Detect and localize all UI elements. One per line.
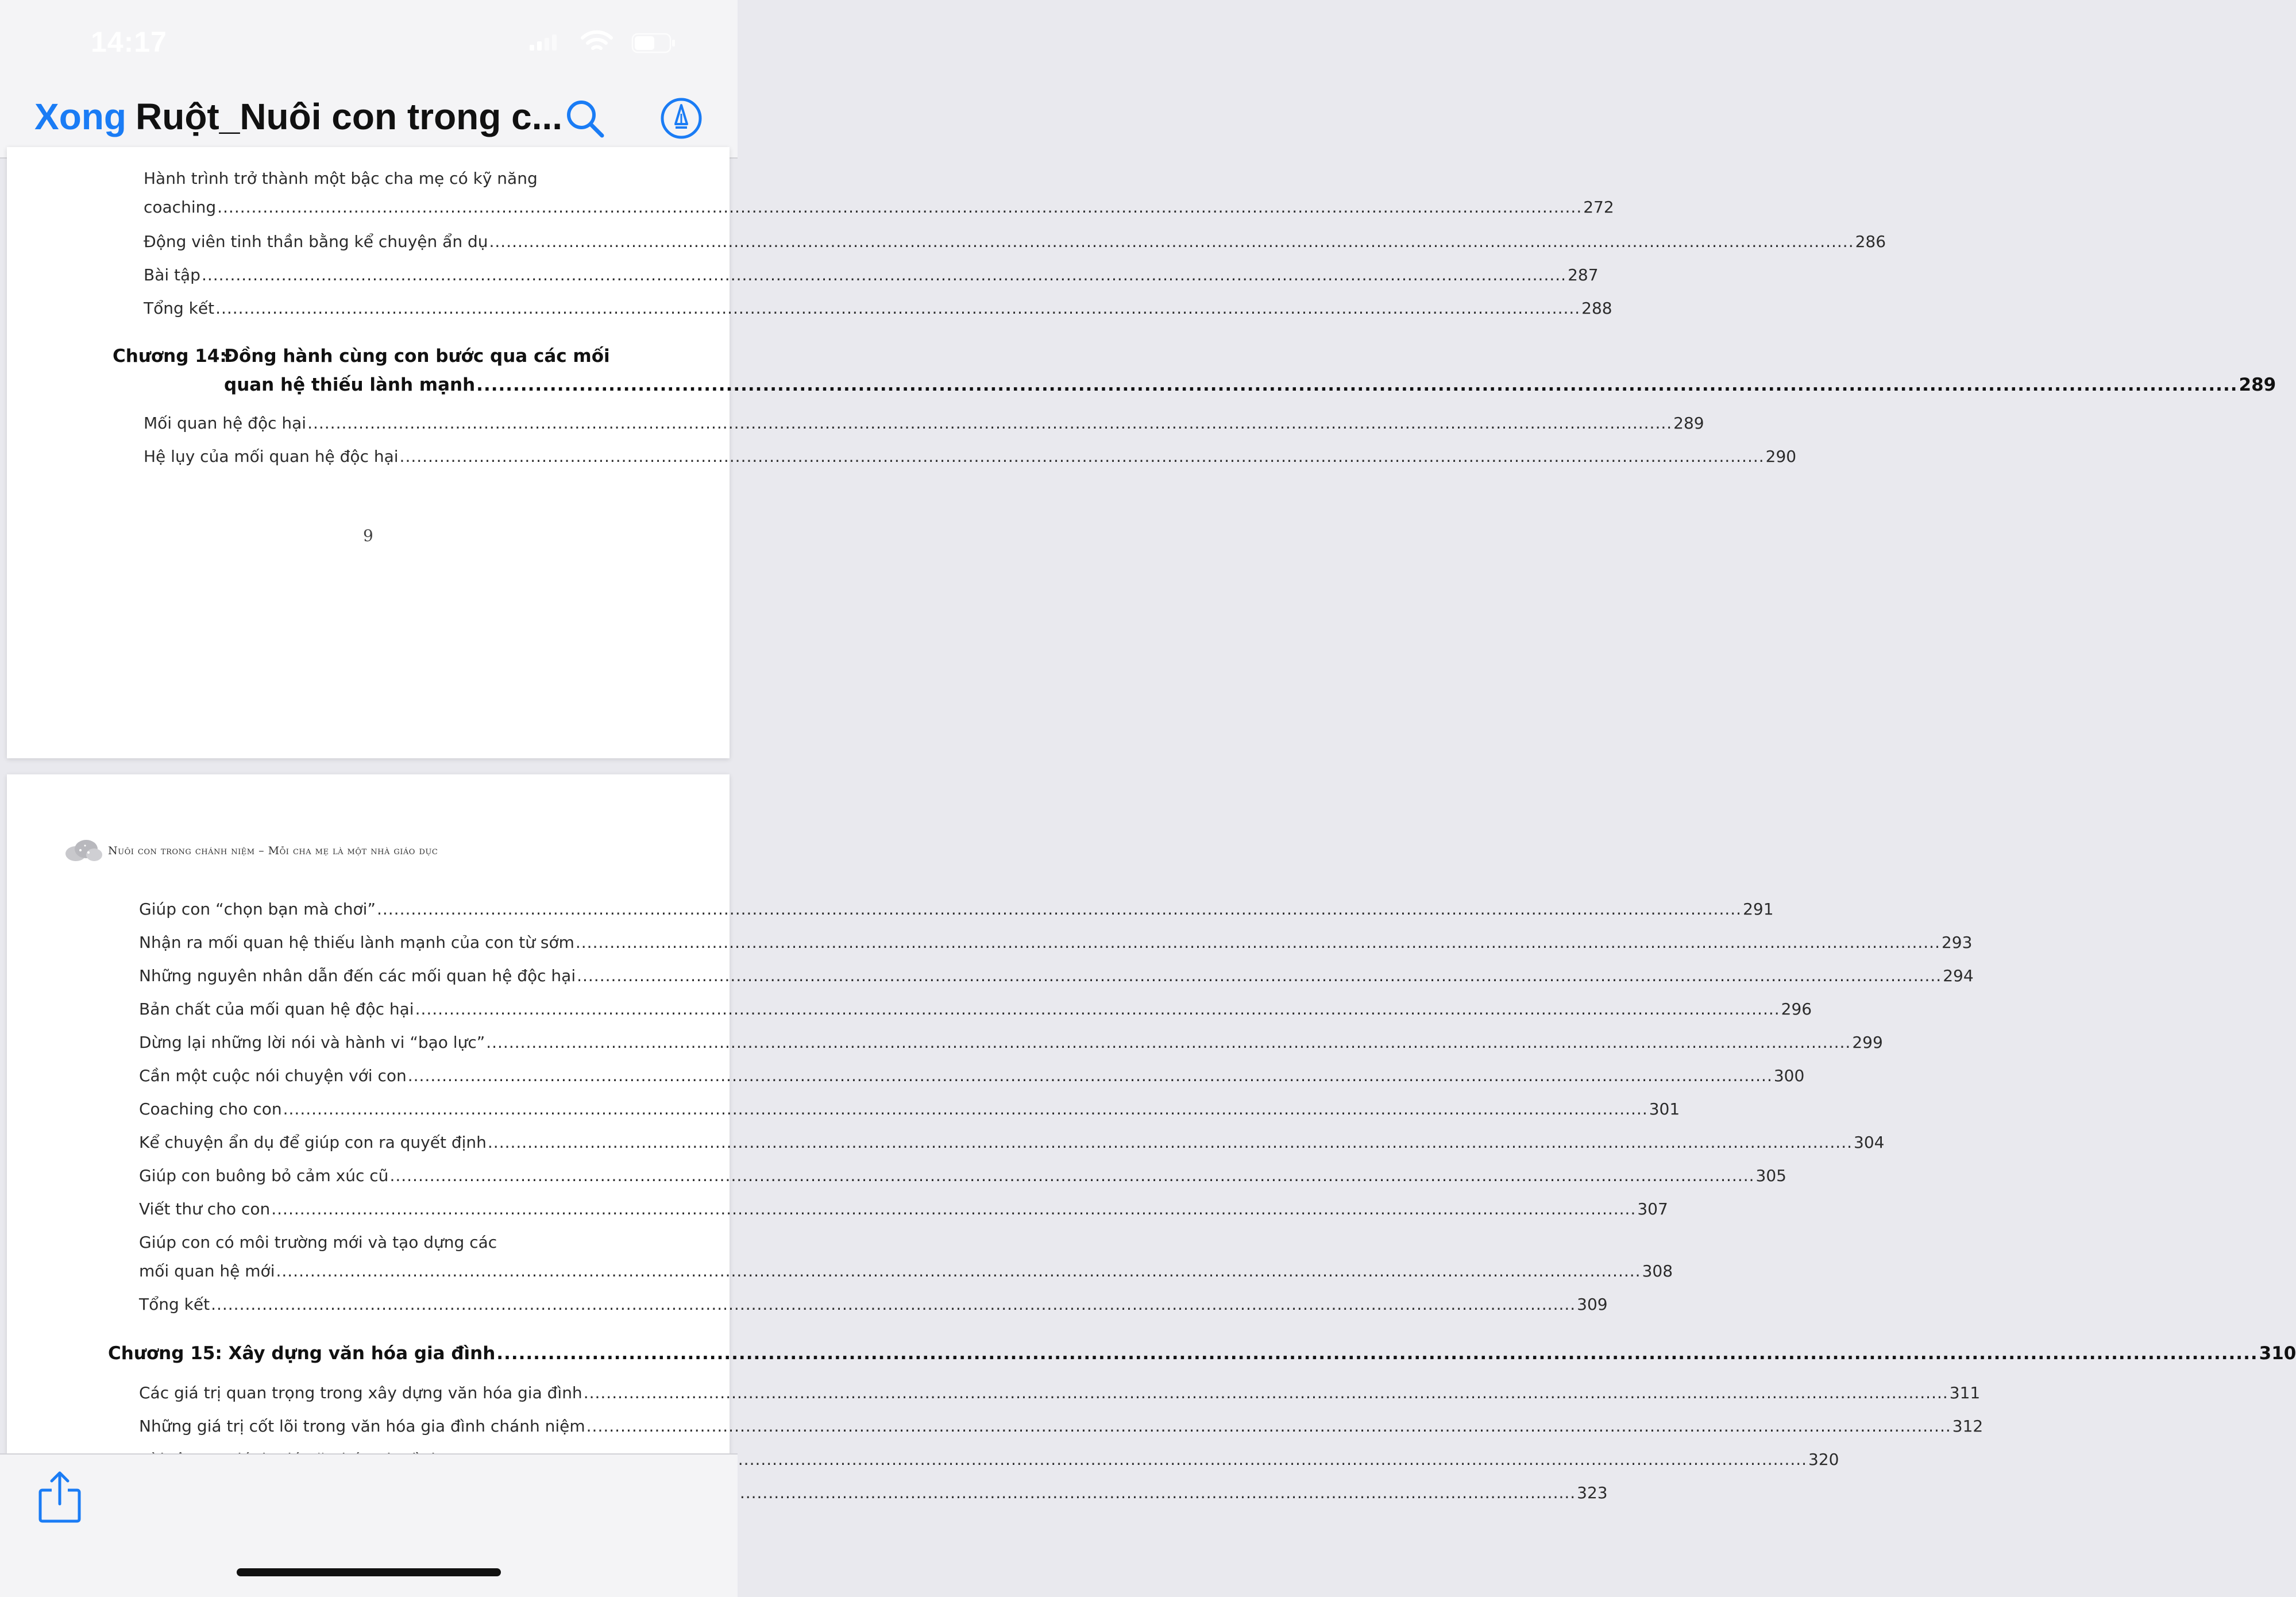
toc-entry[interactable] [139,1295,1608,1314]
toc-entry-text: Coaching cho con [139,1100,282,1118]
chapter-title-line2: quan hệ thiếu lành mạnh [224,375,476,395]
chapter-title-line1: Đồng hành cùng con bước qua các mối [224,346,610,367]
toc-entry[interactable] [139,900,1774,919]
bottom-toolbar [0,1453,738,1597]
toc-entry-page: 293 [1941,933,1973,952]
status-time: 14:17 [91,26,167,58]
toc-entry[interactable] [139,1262,1673,1280]
done-button[interactable]: Xong [34,96,126,137]
toc-entry[interactable] [144,232,1886,251]
toc-entry-page: 291 [1743,900,1774,919]
toc-entry-text: Viết thư cho con [139,1199,271,1218]
wifi-icon [580,30,613,54]
toc-entry-line1: Hành trình trở thành một bậc cha mẹ có kỹ năng [144,169,538,188]
toc-entry-text: mối quan hệ mới [139,1262,275,1280]
toc-entry[interactable] [139,1000,1812,1019]
toc-entry-text: Mối quan hệ độc hại [144,414,307,433]
pdf-page-10 [7,774,2296,1521]
toc-entry-page: 290 [1765,447,1797,466]
toc-entry-page: 320 [1808,1450,1839,1469]
toc-entry-page: 307 [1637,1199,1668,1218]
toc-entry-page: 299 [1852,1033,1883,1052]
toc-entry-page: 272 [1583,198,1614,217]
share-icon[interactable] [37,1469,83,1525]
toc-entry-text: Tổng kết [144,299,215,318]
toc-entry[interactable] [139,1100,1680,1118]
toc-entry[interactable] [139,1166,1786,1185]
toc-entry[interactable] [139,1033,1883,1052]
pdf-viewer[interactable] [0,159,2296,1502]
toc-entry-page: 300 [1773,1066,1805,1085]
toc-entry-page: 294 [1943,966,1974,985]
toc-entry[interactable] [139,1383,1981,1402]
toc-entry[interactable] [144,198,1614,217]
toc-entry[interactable] [144,265,1599,284]
toc-chapter-entry[interactable] [108,1343,2296,1364]
toc-entry-page: 312 [1952,1417,1984,1436]
toc-entry-page: 304 [1854,1133,1885,1152]
home-indicator[interactable] [237,1568,501,1576]
page-number: 9 [363,526,373,545]
toc-entry-text: Dừng lại những lời nói và hành vi “bạo lực” [139,1033,485,1052]
toc-entry-text: Cần một cuộc nói chuyện với con [139,1066,407,1085]
toc-entry-line1: Giúp con có môi trường mới và tạo dựng các [139,1233,497,1252]
toc-entry[interactable] [139,933,1973,952]
status-bar [0,0,738,86]
toc-entry-text: Bài tập [144,265,200,284]
toc-entry-text: Hệ lụy của mối quan hệ độc hại [144,447,399,466]
toc-entry[interactable] [144,414,1704,433]
toc-entry[interactable] [139,966,1974,985]
toc-entry[interactable] [139,1066,1805,1085]
toc-entry-text: coaching [144,198,217,217]
toc-entry-text: Động viên tinh thần bằng kể chuyện ẩn dụ [144,232,488,251]
battery-icon [632,33,676,53]
toc-entry-text: Giúp con buông bỏ cảm xúc cũ [139,1166,389,1185]
toc-entry-text: Các giá trị quan trọng trong xây dựng văn hóa gia đình [139,1383,582,1402]
toc-entry-page: 301 [1649,1100,1680,1118]
toc-entry-page: 308 [1642,1262,1673,1280]
toc-entry-page: 309 [1577,1295,1608,1314]
running-header: Nuôi con trong chánh niệm – Mỗi cha mẹ là một nhà giáo dục [108,844,438,857]
toc-entry-page: 287 [1568,265,1599,284]
toc-entry-page: 289 [1673,414,1704,433]
toc-entry-text: Nhận ra mối quan hệ thiếu lành mạnh của con từ sớm [139,933,574,952]
toc-entry[interactable] [144,299,1612,318]
document-title: Ruột_Nuôi con trong c... [136,96,563,137]
toc-entry-text: Những giá trị cốt lõi trong văn hóa gia đình chánh niệm [139,1417,585,1436]
cellular-signal-icon [530,33,558,51]
toc-entry-text: Bản chất của mối quan hệ độc hại [139,1000,414,1019]
toc-entry-page: 323 [1577,1483,1608,1502]
markup-pen-icon[interactable] [659,97,703,140]
toc-entry-page: 289 [2239,375,2276,395]
chapter-title: Chương 15: Xây dựng văn hóa gia đình [108,1343,496,1364]
toc-entry-text: Kể chuyện ẩn dụ để giúp con ra quyết định [139,1133,487,1152]
toc-entry-page: 288 [1581,299,1612,318]
search-icon[interactable] [563,97,607,140]
toc-entry-text: Giúp con “chọn bạn mà chơi” [139,900,376,919]
toc-entry[interactable] [139,1417,1984,1436]
toc-entry-text: Những nguyên nhân dẫn đến các mối quan hệ độc hại [139,966,576,985]
toc-entry[interactable] [139,1199,1668,1218]
toc-entry-page: 311 [1949,1383,1981,1402]
pdf-page-9 [7,147,2276,758]
toc-entry-page: 310 [2259,1343,2296,1364]
toc-entry-page: 296 [1781,1000,1812,1019]
toc-entry[interactable] [139,1133,1885,1152]
toc-entry-page: 305 [1755,1166,1786,1185]
toc-chapter-entry[interactable] [224,375,2276,395]
toc-entry[interactable] [144,447,1797,466]
chapter-label: Chương 14: [113,346,227,367]
toc-entry-text: Tổng kết [139,1295,210,1314]
toc-entry-page: 286 [1855,232,1886,251]
